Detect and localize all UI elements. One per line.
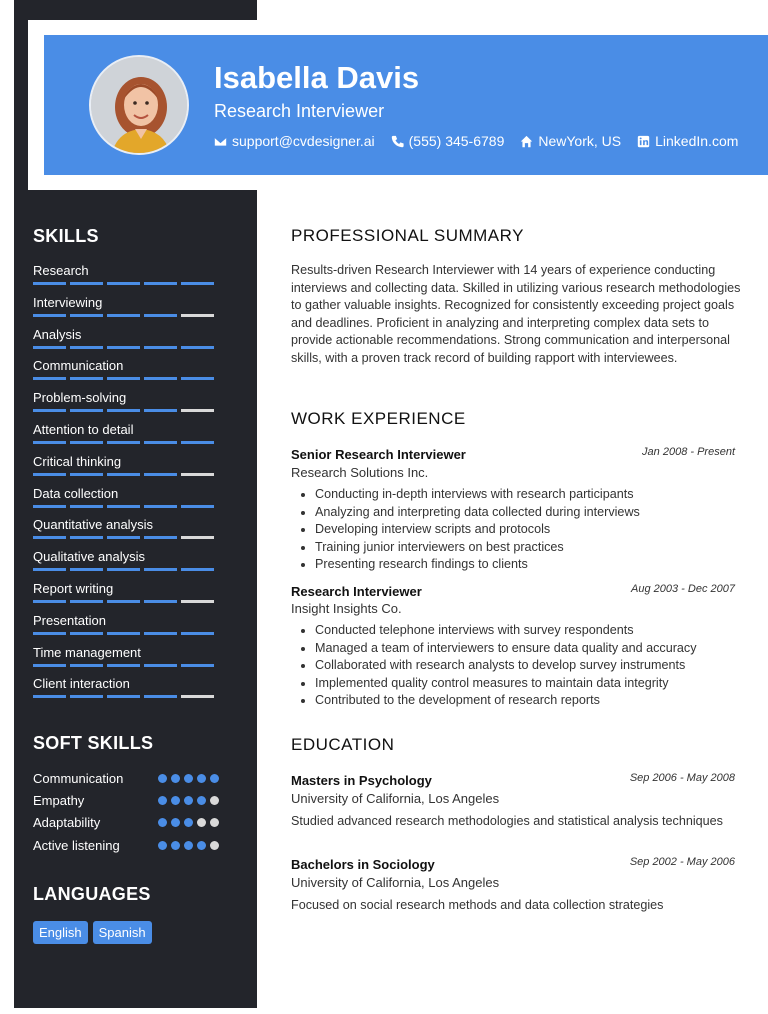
home-icon [520, 135, 533, 148]
skill-name: Report writing [33, 581, 114, 596]
skill-level-segment [107, 664, 140, 667]
skill-level-segment [144, 664, 177, 667]
skill-level-segment [33, 664, 66, 667]
skill-level-segment [181, 632, 214, 635]
skill-level-bar [33, 568, 218, 571]
header-frame [28, 20, 768, 190]
language-tag: Spanish [93, 921, 152, 944]
skill-level-segment [33, 346, 66, 349]
soft-skill-name: Active listening [33, 837, 120, 853]
rating-dot [184, 841, 193, 850]
skill-item [33, 263, 223, 278]
skill-item [33, 295, 223, 310]
skill-level-segment [70, 536, 103, 539]
skill-level-segment [181, 664, 214, 667]
job-title: Research Interviewer [291, 584, 422, 599]
rating-dot [210, 818, 219, 827]
rating-dot [158, 841, 167, 850]
skill-item [33, 549, 223, 564]
rating-dot [158, 818, 167, 827]
skill-item [33, 645, 223, 660]
skill-item [33, 422, 223, 437]
skill-level-segment [70, 314, 103, 317]
skill-level-segment [70, 664, 103, 667]
candidate-role: Research Interviewer [214, 101, 385, 121]
rating-dot [197, 841, 206, 850]
skills-heading: SKILLS [33, 226, 99, 246]
skill-level-segment [33, 632, 66, 635]
skill-name: Analysis [33, 326, 82, 342]
rating-dot [171, 818, 180, 827]
linkedin-icon [637, 135, 650, 148]
rating-dot [171, 774, 180, 783]
skill-level-segment [70, 377, 103, 380]
skill-item [33, 358, 223, 373]
skill-level-segment [33, 568, 66, 571]
skill-name: Quantitative analysis [33, 517, 153, 533]
phone-icon [391, 135, 404, 148]
skill-level-segment [33, 409, 66, 412]
rating-dot [171, 841, 180, 850]
skill-level-bar [33, 346, 218, 349]
soft-skill-name: Communication [33, 771, 124, 786]
skill-level-segment [181, 441, 214, 444]
job-date: Jan 2008 - Present [642, 446, 735, 458]
skill-level-bar [33, 505, 218, 508]
skill-level-segment [144, 314, 177, 317]
skill-level-segment [181, 282, 214, 285]
skill-level-segment [33, 536, 66, 539]
rating-dot [158, 774, 167, 783]
soft-skill-name: Adaptability [33, 815, 101, 831]
contact-location [520, 133, 621, 149]
skill-level-segment [33, 282, 66, 285]
soft-skill-item [33, 815, 223, 833]
job-date: Aug 2003 - Dec 2007 [631, 583, 735, 595]
skill-level-segment [181, 695, 214, 698]
language-tag: English [33, 921, 88, 944]
skill-name: Client interaction [33, 676, 130, 692]
skill-level-segment [107, 600, 140, 603]
skill-name: Time management [33, 644, 141, 660]
contact-row [214, 133, 754, 149]
skill-level-segment [107, 695, 140, 698]
skill-level-segment [107, 314, 140, 317]
skill-level-segment [144, 536, 177, 539]
skill-level-segment [107, 473, 140, 476]
candidate-name: Isabella Davis [214, 60, 420, 95]
job-bullet: • Training junior interviewers on best practices [315, 539, 735, 557]
skill-level-segment [107, 536, 140, 539]
skill-level-bar [33, 664, 218, 667]
rating-dot [197, 796, 206, 805]
rating-dot [184, 796, 193, 805]
degree-school: University of California, Los Angeles [291, 875, 500, 890]
skill-level-segment [181, 377, 214, 380]
soft-skill-item [33, 793, 223, 811]
skill-level-segment [70, 473, 103, 476]
skill-level-segment [144, 600, 177, 603]
soft-skill-item [33, 771, 223, 789]
skill-level-bar [33, 600, 218, 603]
skill-level-segment [33, 377, 66, 380]
skill-level-segment [181, 409, 214, 412]
skill-level-segment [181, 600, 214, 603]
skill-level-segment [144, 282, 177, 285]
skill-item [33, 581, 223, 596]
job-title: Senior Research Interviewer [291, 447, 466, 462]
skill-name: Attention to detail [33, 422, 134, 437]
skill-level-segment [144, 346, 177, 349]
skill-level-segment [70, 695, 103, 698]
soft-skill-item [33, 838, 223, 856]
summary-heading: PROFESSIONAL SUMMARY [291, 226, 524, 245]
job-bullets [315, 622, 735, 710]
skill-level-segment [181, 536, 214, 539]
skill-name: Problem-solving [33, 390, 127, 406]
skill-name: Qualitative analysis [33, 549, 145, 565]
rating-dot [197, 818, 206, 827]
profile-photo [89, 55, 189, 155]
job-bullet: • Contributed to the development of research reports [315, 692, 735, 710]
skill-level-segment [33, 600, 66, 603]
degree-description: Studied advanced research methodologies and statistical analysis techniques [291, 814, 723, 828]
languages-list [33, 921, 157, 944]
job-bullet: • Developing interview scripts and protocols [315, 521, 735, 539]
skill-level-segment [70, 600, 103, 603]
skill-level-bar [33, 536, 218, 539]
skill-level-bar [33, 282, 218, 285]
skill-level-segment [70, 505, 103, 508]
skill-level-segment [144, 377, 177, 380]
skill-level-segment [107, 632, 140, 635]
rating-dot [210, 774, 219, 783]
degree-title: Bachelors in Sociology [291, 857, 435, 872]
skill-level-segment [181, 473, 214, 476]
skill-level-segment [33, 505, 66, 508]
envelope-icon [214, 135, 227, 148]
rating-dot [210, 841, 219, 850]
phone-text: (555) 345-6789 [408, 133, 505, 149]
rating-dot [197, 774, 206, 783]
skill-level-segment [107, 377, 140, 380]
skill-item [33, 327, 223, 342]
skill-level-segment [70, 409, 103, 412]
job-bullet: • Presenting research findings to clients [315, 556, 735, 574]
skill-level-bar [33, 409, 218, 412]
skill-name: Research [33, 263, 89, 278]
job-bullet: • Collaborated with research analysts to develop survey instruments [315, 657, 735, 675]
soft-skill-rating [158, 841, 223, 850]
skill-level-segment [107, 346, 140, 349]
rating-dot [184, 774, 193, 783]
skill-level-segment [144, 568, 177, 571]
skill-level-segment [33, 473, 66, 476]
job-company: Insight Insights Co. [291, 601, 402, 616]
skill-level-bar [33, 632, 218, 635]
skill-level-bar [33, 695, 218, 698]
languages-heading: LANGUAGES [33, 884, 151, 904]
job-bullets [315, 486, 735, 574]
portrait-image [91, 57, 189, 155]
skill-level-bar [33, 473, 218, 476]
skill-name: Interviewing [33, 294, 103, 310]
skill-item [33, 390, 223, 405]
location-text: NewYork, US [538, 133, 622, 149]
degree-description: Focused on social research methods and data collection strategies [291, 898, 664, 912]
skill-item [33, 454, 223, 469]
skill-level-segment [107, 409, 140, 412]
education-heading: EDUCATION [291, 735, 395, 754]
skill-name: Critical thinking [33, 453, 122, 469]
skill-level-segment [144, 409, 177, 412]
skill-level-segment [144, 632, 177, 635]
contact-phone[interactable] [391, 133, 505, 149]
soft-skill-name: Empathy [33, 793, 85, 809]
skill-name: Communication [33, 358, 124, 374]
skill-level-segment [107, 441, 140, 444]
skill-level-segment [144, 695, 177, 698]
skill-item [33, 676, 223, 691]
skill-level-segment [70, 632, 103, 635]
skill-level-segment [181, 505, 214, 508]
skill-level-segment [181, 568, 214, 571]
skill-level-segment [181, 346, 214, 349]
job-bullet: • Conducted telephone interviews with survey respondents [315, 622, 735, 640]
skill-level-segment [107, 568, 140, 571]
skill-level-segment [107, 505, 140, 508]
skill-level-segment [70, 441, 103, 444]
soft-skill-rating [158, 818, 223, 827]
skill-level-segment [33, 314, 66, 317]
skill-level-segment [33, 695, 66, 698]
skill-level-segment [144, 441, 177, 444]
contact-email[interactable] [214, 133, 375, 149]
skill-level-segment [144, 505, 177, 508]
skill-level-segment [70, 346, 103, 349]
soft-skill-rating [158, 796, 223, 805]
email-text: support@cvdesigner.ai [232, 133, 375, 149]
soft-skills-heading: SOFT SKILLS [33, 733, 154, 753]
skill-level-bar [33, 441, 218, 444]
job-bullet: • Implemented quality control measures to maintain data integrity [315, 675, 735, 693]
degree-title: Masters in Psychology [291, 773, 432, 788]
skill-item [33, 613, 223, 628]
skill-level-bar [33, 314, 218, 317]
contact-linkedin[interactable] [637, 133, 738, 149]
soft-skill-rating [158, 774, 223, 783]
skill-level-segment [70, 282, 103, 285]
skill-level-bar [33, 377, 218, 380]
skill-item [33, 486, 223, 501]
job-company: Research Solutions Inc. [291, 465, 429, 480]
skill-level-segment [107, 282, 140, 285]
skill-level-segment [70, 568, 103, 571]
skill-level-segment [144, 473, 177, 476]
job-bullet: • Conducting in-depth interviews with research participants [315, 486, 735, 504]
job-bullet: • Managed a team of interviewers to ensure data quality and accuracy [315, 640, 735, 658]
rating-dot [210, 796, 219, 805]
rating-dot [171, 796, 180, 805]
header-banner [44, 35, 768, 175]
job-bullet: • Analyzing and interpreting data collected during interviews [315, 504, 735, 522]
linkedin-text: LinkedIn.com [655, 133, 739, 149]
work-heading: WORK EXPERIENCE [291, 409, 466, 428]
rating-dot [158, 796, 167, 805]
skill-name: Presentation [33, 612, 106, 628]
skill-item [33, 517, 223, 532]
rating-dot [184, 818, 193, 827]
degree-date: Sep 2006 - May 2008 [629, 772, 735, 784]
degree-school: University of California, Los Angeles [291, 791, 500, 806]
skill-name: Data collection [33, 485, 119, 501]
degree-date: Sep 2002 - May 2006 [629, 856, 735, 868]
skill-level-segment [181, 314, 214, 317]
skill-level-segment [33, 441, 66, 444]
summary-text: Results-driven Research Interviewer with 14 years of experience conducting interviews and collecting data. Skilled in utilizing various research methodologies to gather valuable insights. Recognized for consistently exceeding project goals and deadlines. Proficient in analyzing and interpreting complex data sets to provide actionable recommendations. Strong communication and interpersonal skills, with a proven track record of building rapport with interviewees. [291, 263, 741, 365]
